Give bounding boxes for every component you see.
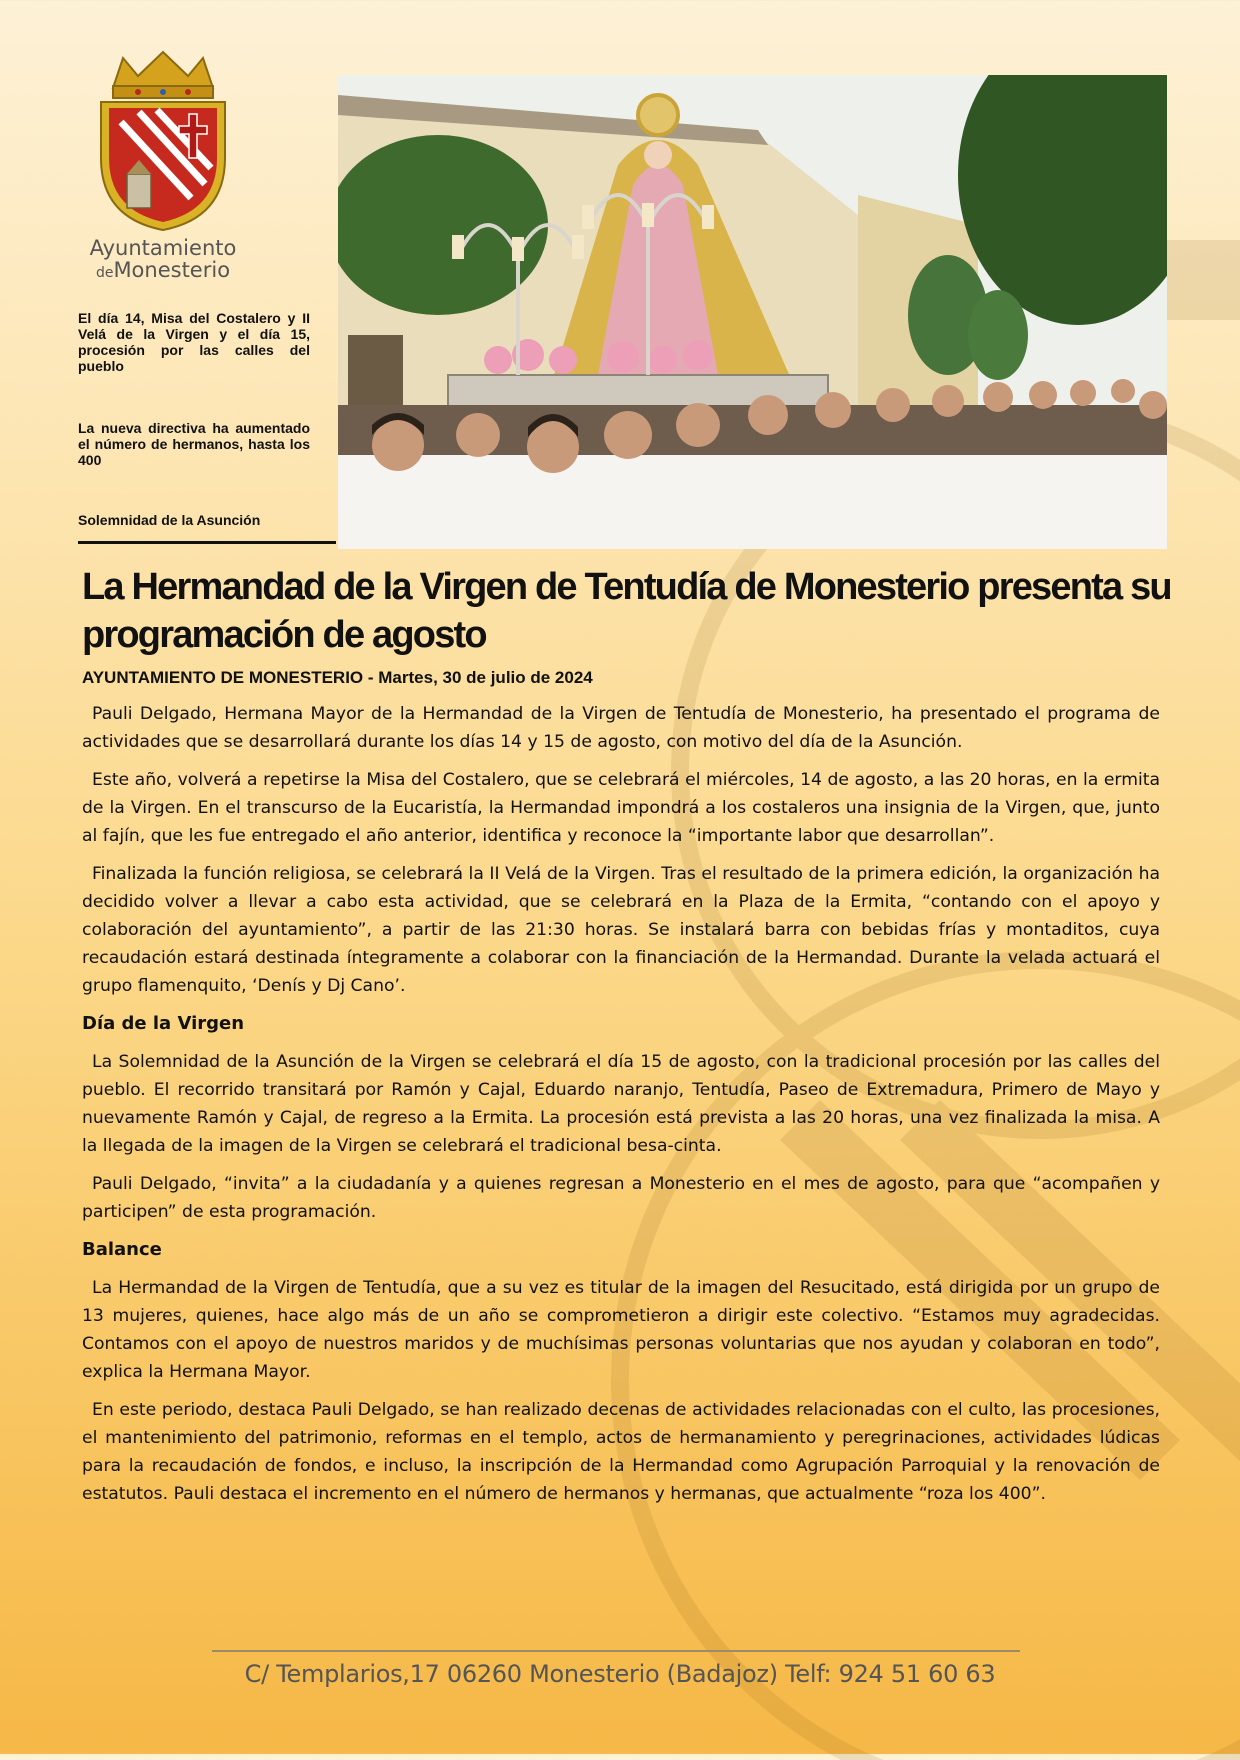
sidebar-highlight-3: Solemnidad de la Asunción (78, 512, 261, 528)
paragraph: La Hermandad de la Virgen de Tentudía, que a su vez es titular de la imagen del Resucitado, está dirigida por un grupo de 13 mujeres, quienes, hace algo más de un año se comprometieron a dirigir este colectivo. “Estamos muy agradecidas. Contamos con el apoyo de nuestros maridos y de muchísimas personas voluntarias que nos ayudan y colaboran en todo”, explica la Hermana Mayor. (82, 1278, 1160, 1382)
section-heading-virgen: Día de la Virgen (82, 1013, 245, 1034)
article-byline (82, 668, 593, 688)
sidebar-highlight-2: La nueva directiva ha aumentado el número de hermanos, hasta los 400 (78, 420, 310, 468)
paragraph: Pauli Delgado, Hermana Mayor de la Hermandad de la Virgen de Tentudía de Monesterio, ha presentado el programa de actividades que se desarrollará durante los días 14 y 15 de agosto, con motivo del día de la Asunción. (82, 704, 1160, 752)
paragraph: Pauli Delgado, “invita” a la ciudadanía y a quienes regresan a Monesterio en el mes de agosto, para que “acompañen y participen” de esta programación. (82, 1174, 1160, 1222)
logo-name-line2: Monesterio (113, 258, 231, 282)
sidebar-divider (78, 541, 336, 544)
footer-divider (212, 1650, 1020, 1652)
logo-name-line1: Ayuntamiento (89, 236, 237, 260)
paragraph: En este periodo, destaca Pauli Delgado, se han realizado decenas de actividades relacionadas con el culto, las procesiones, el mantenimiento del patrimonio, reformas en el templo, actos de hermanamiento y peregrinaciones, actividades lúdicas para la recaudación de fondos, e incluso, la inscripción de la Hermandad como Agrupación Parroquial y la renovación de estatutos. Pauli destaca el incremento en el número de hermanos y hermanas, que actualmente “roza los 400”. (82, 1400, 1160, 1504)
paragraph: Finalizada la función religiosa, se celebrará la II Velá de la Virgen. Tras el resultado de la primera edición, la organización ha decidido volver a llevar a cabo esta actividad, que se celebrará en la Plaza de la Ermita, “contando con el apoyo y colaboración del ayuntamiento”, a partir de las 21:30 horas. Se instalará barra con bebidas frías y montaditos, cuya recaudación estará destinada íntegramente a colaborar con la financiación de la Hermandad. Durante la velada actuará el grupo flamenquito, ‘Denís y Dj Cano’. (82, 864, 1160, 996)
byline-date: - Martes, 30 de julio de 2024 (363, 668, 593, 687)
municipal-logo (88, 48, 238, 284)
section-heading-balance: Balance (82, 1239, 162, 1260)
procession-photo (338, 75, 1167, 549)
byline-source: AYUNTAMIENTO DE MONESTERIO (82, 668, 364, 687)
coat-of-arms-icon (93, 48, 233, 233)
article-title: La Hermandad de la Virgen de Tentudía de Monesterio presenta su programación de agosto (82, 566, 1171, 656)
article-body (82, 700, 1160, 1518)
paragraph: Este año, volverá a repetirse la Misa del Costalero, que se celebrará el miércoles, 14 de agosto, a las 20 horas, en la ermita de la Virgen. En el transcurso de la Eucaristía, la Hermandad impondrá a los costaleros una insignia de la Virgen, que, junto al fajín, que les fue entregado el año anterior, identifica y reconoce la “importante labor que desarrollan”. (82, 770, 1160, 846)
footer-address: C/ Templarios,17 06260 Monesterio (Badajoz) Telf: 924 51 60 63 (244, 1660, 996, 1688)
logo-name-prefix: de (95, 265, 114, 281)
sidebar-highlight-1: El día 14, Misa del Costalero y II Velá de la Virgen y el día 15, procesión por las calles del pueblo (78, 310, 310, 374)
paragraph: La Solemnidad de la Asunción de la Virgen se celebrará el día 15 de agosto, con la tradicional procesión por las calles del pueblo. El recorrido transitará por Ramón y Cajal, Eduardo naranjo, Tentudía, Paseo de Extremadura, Primero de Mayo y nuevamente Ramón y Cajal, de regreso a la Ermita. La procesión está prevista a las 20 horas, una vez finalizada la misa. A la llegada de la imagen de la Virgen se celebrará el tradicional besa-cinta. (82, 1052, 1160, 1156)
